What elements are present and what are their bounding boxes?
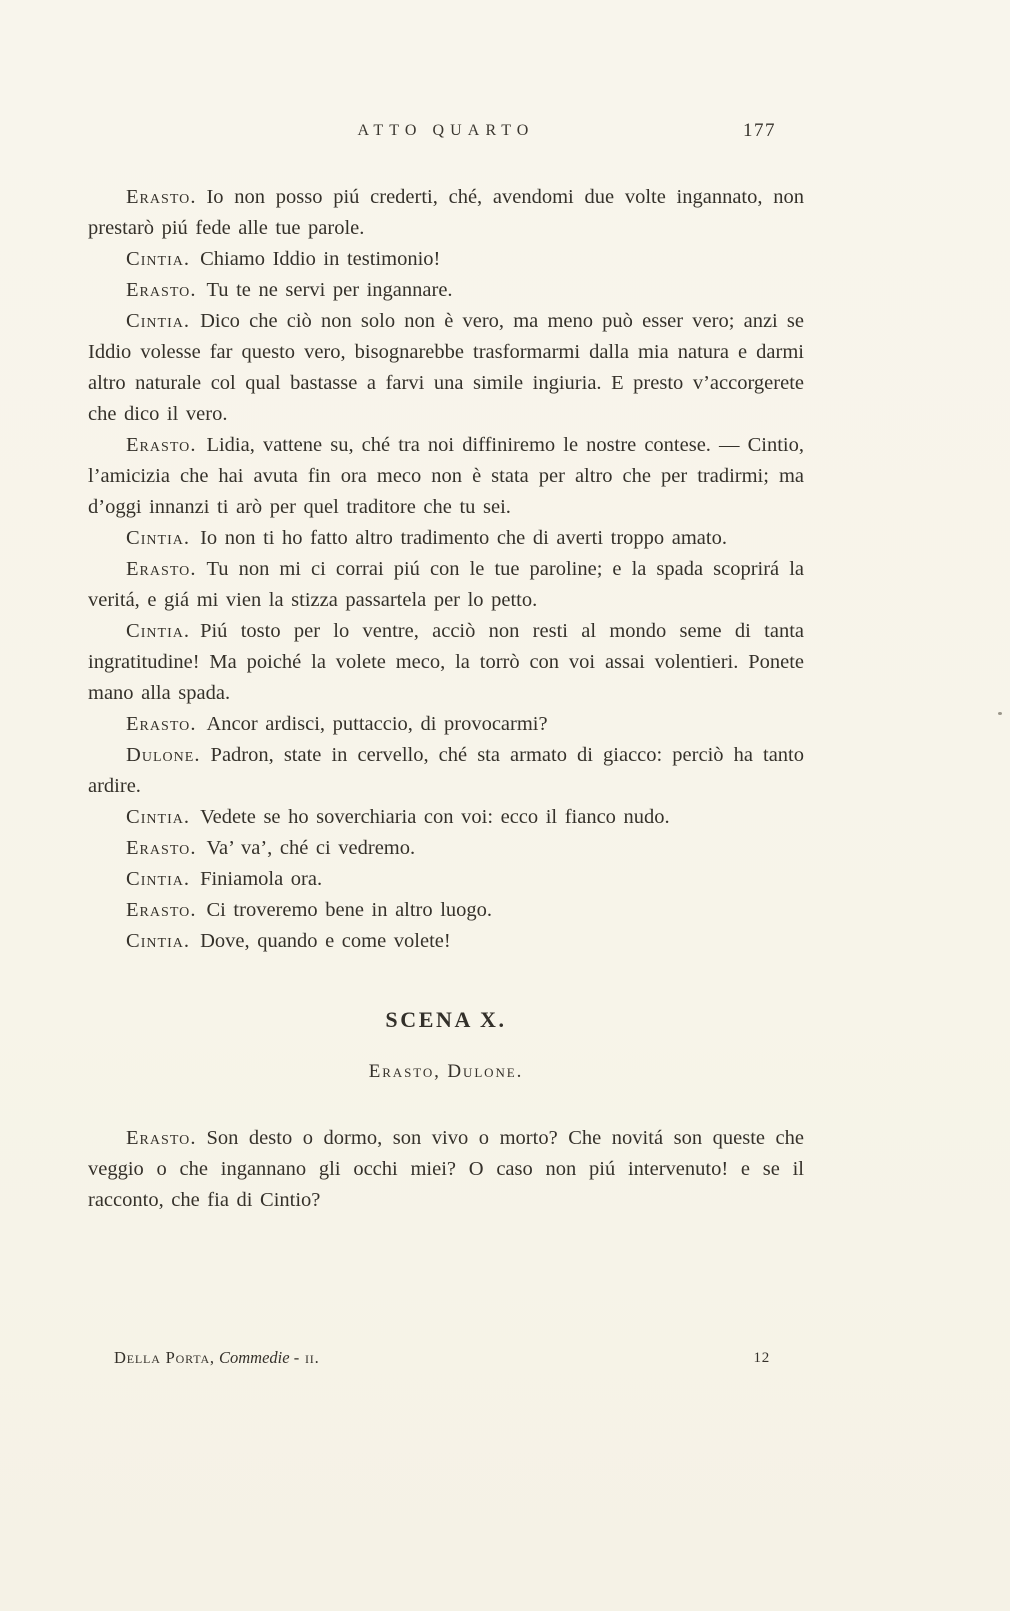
dialogue-text: Son desto o dormo, son vivo o morto? Che novitá son queste che veggio o che ingannano gli occhi miei? O caso non piú intervenuto! e se il racconto, che fia di Cintio? [88,1127,804,1211]
dialogue-text: Tu te ne servi per ingannare. [206,279,453,301]
text-block [88,122,804,1216]
speaker-name: Cintia. [126,620,191,642]
speaker-name: Erasto. [126,279,197,301]
speaker-name: Erasto. [126,1127,197,1149]
dialogue-text: Ancor ardisci, puttaccio, di provocarmi? [206,713,548,735]
dialogue-line [88,554,804,616]
dialogue-section [88,182,804,957]
speaker-name: Dulone. [126,744,201,766]
dialogue-line [88,306,804,430]
footer-signature-mark: 12 [753,1350,770,1366]
dialogue-line [88,244,804,275]
scene-characters: Erasto, Dulone. [368,1061,524,1082]
dialogue-line [88,1123,804,1216]
dialogue-text: Chiamo Iddio in testimonio! [200,248,441,270]
dialogue-text: Lidia, vattene su, ché tra noi diffiniremo le nostre contese. — Cintio, l’amicizia che hai avuta fin ora meco non è stata per altro che per tradirmi; ma d’oggi innanzi ti arò per quel traditore che tu sei. [88,434,804,518]
speaker-name: Erasto. [126,186,197,208]
dialogue-text: Dove, quando e come volete! [200,930,451,952]
speaker-name: Erasto. [126,713,197,735]
dialogue-text: Ci troveremo bene in altro luogo. [206,899,493,921]
dialogue-text: Piú tosto per lo ventre, acciò non resti al mondo seme di tanta ingratitudine! Ma poiché la volete meco, la torrò con voi assai volentieri. Ponete mano alla spada. [88,620,804,704]
scene-heading: SCENA X. [385,1007,507,1032]
speaker-name: Erasto. [126,899,197,921]
dialogue-text: Io non posso piú crederti, ché, avendomi due volte ingannato, non prestarò piú fede alle tue parole. [88,186,804,239]
page-number: 177 [742,120,776,141]
footer-work-title: Commedie [219,1348,290,1367]
dialogue-text: Tu non mi ci corrai piú con le tue paroline; e la spada scoprirá la veritá, e giá mi vien la stizza passartela per lo petto. [88,558,804,611]
footer-volume: - ii. [293,1348,320,1367]
dialogue-text: Padron, state in cervello, ché sta armato di giacco: perciò ha tanto ardire. [88,744,804,797]
speaker-name: Cintia. [126,806,191,828]
scan-speck [998,712,1002,715]
speaker-name: Cintia. [126,310,191,332]
dialogue-line [88,182,804,244]
dialogue-line [88,709,804,740]
running-head [88,122,804,152]
dialogue-line [88,833,804,864]
speaker-name: Erasto. [126,434,197,456]
dialogue-line [88,864,804,895]
dialogue-text: Vedete se ho soverchiaria con voi: ecco il fianco nudo. [200,806,670,828]
dialogue-line [88,275,804,306]
dialogue-line [88,802,804,833]
scene-dialogue-section [88,1123,804,1216]
footer-colophon [114,1348,320,1368]
speaker-name: Cintia. [126,930,191,952]
dialogue-text: Finiamola ora. [200,868,323,890]
speaker-name: Erasto. [126,558,197,580]
dialogue-line [88,926,804,957]
speaker-name: Cintia. [126,868,191,890]
speaker-name: Cintia. [126,527,191,549]
dialogue-line [88,430,804,523]
speaker-name: Cintia. [126,248,191,270]
speaker-name: Erasto. [126,837,197,859]
dialogue-text: Io non ti ho fatto altro tradimento che di averti troppo amato. [200,527,727,549]
dialogue-text: Va’ va’, ché ci vedremo. [206,837,416,859]
footer-author: Della Porta, [114,1348,215,1367]
dialogue-line [88,740,804,802]
dialogue-line [88,895,804,926]
dialogue-line [88,523,804,554]
running-head-title: ATTO QUARTO [357,122,535,139]
dialogue-text: Dico che ciò non solo non è vero, ma meno può esser vero; anzi se Iddio volesse far questo vero, bisognarebbe trasformarmi dalla mia natura e darmi altro naturale col qual bastasse a farvi una simile ingiuria. E presto v’accorgerete che dico il vero. [88,310,804,425]
dialogue-line [88,616,804,709]
